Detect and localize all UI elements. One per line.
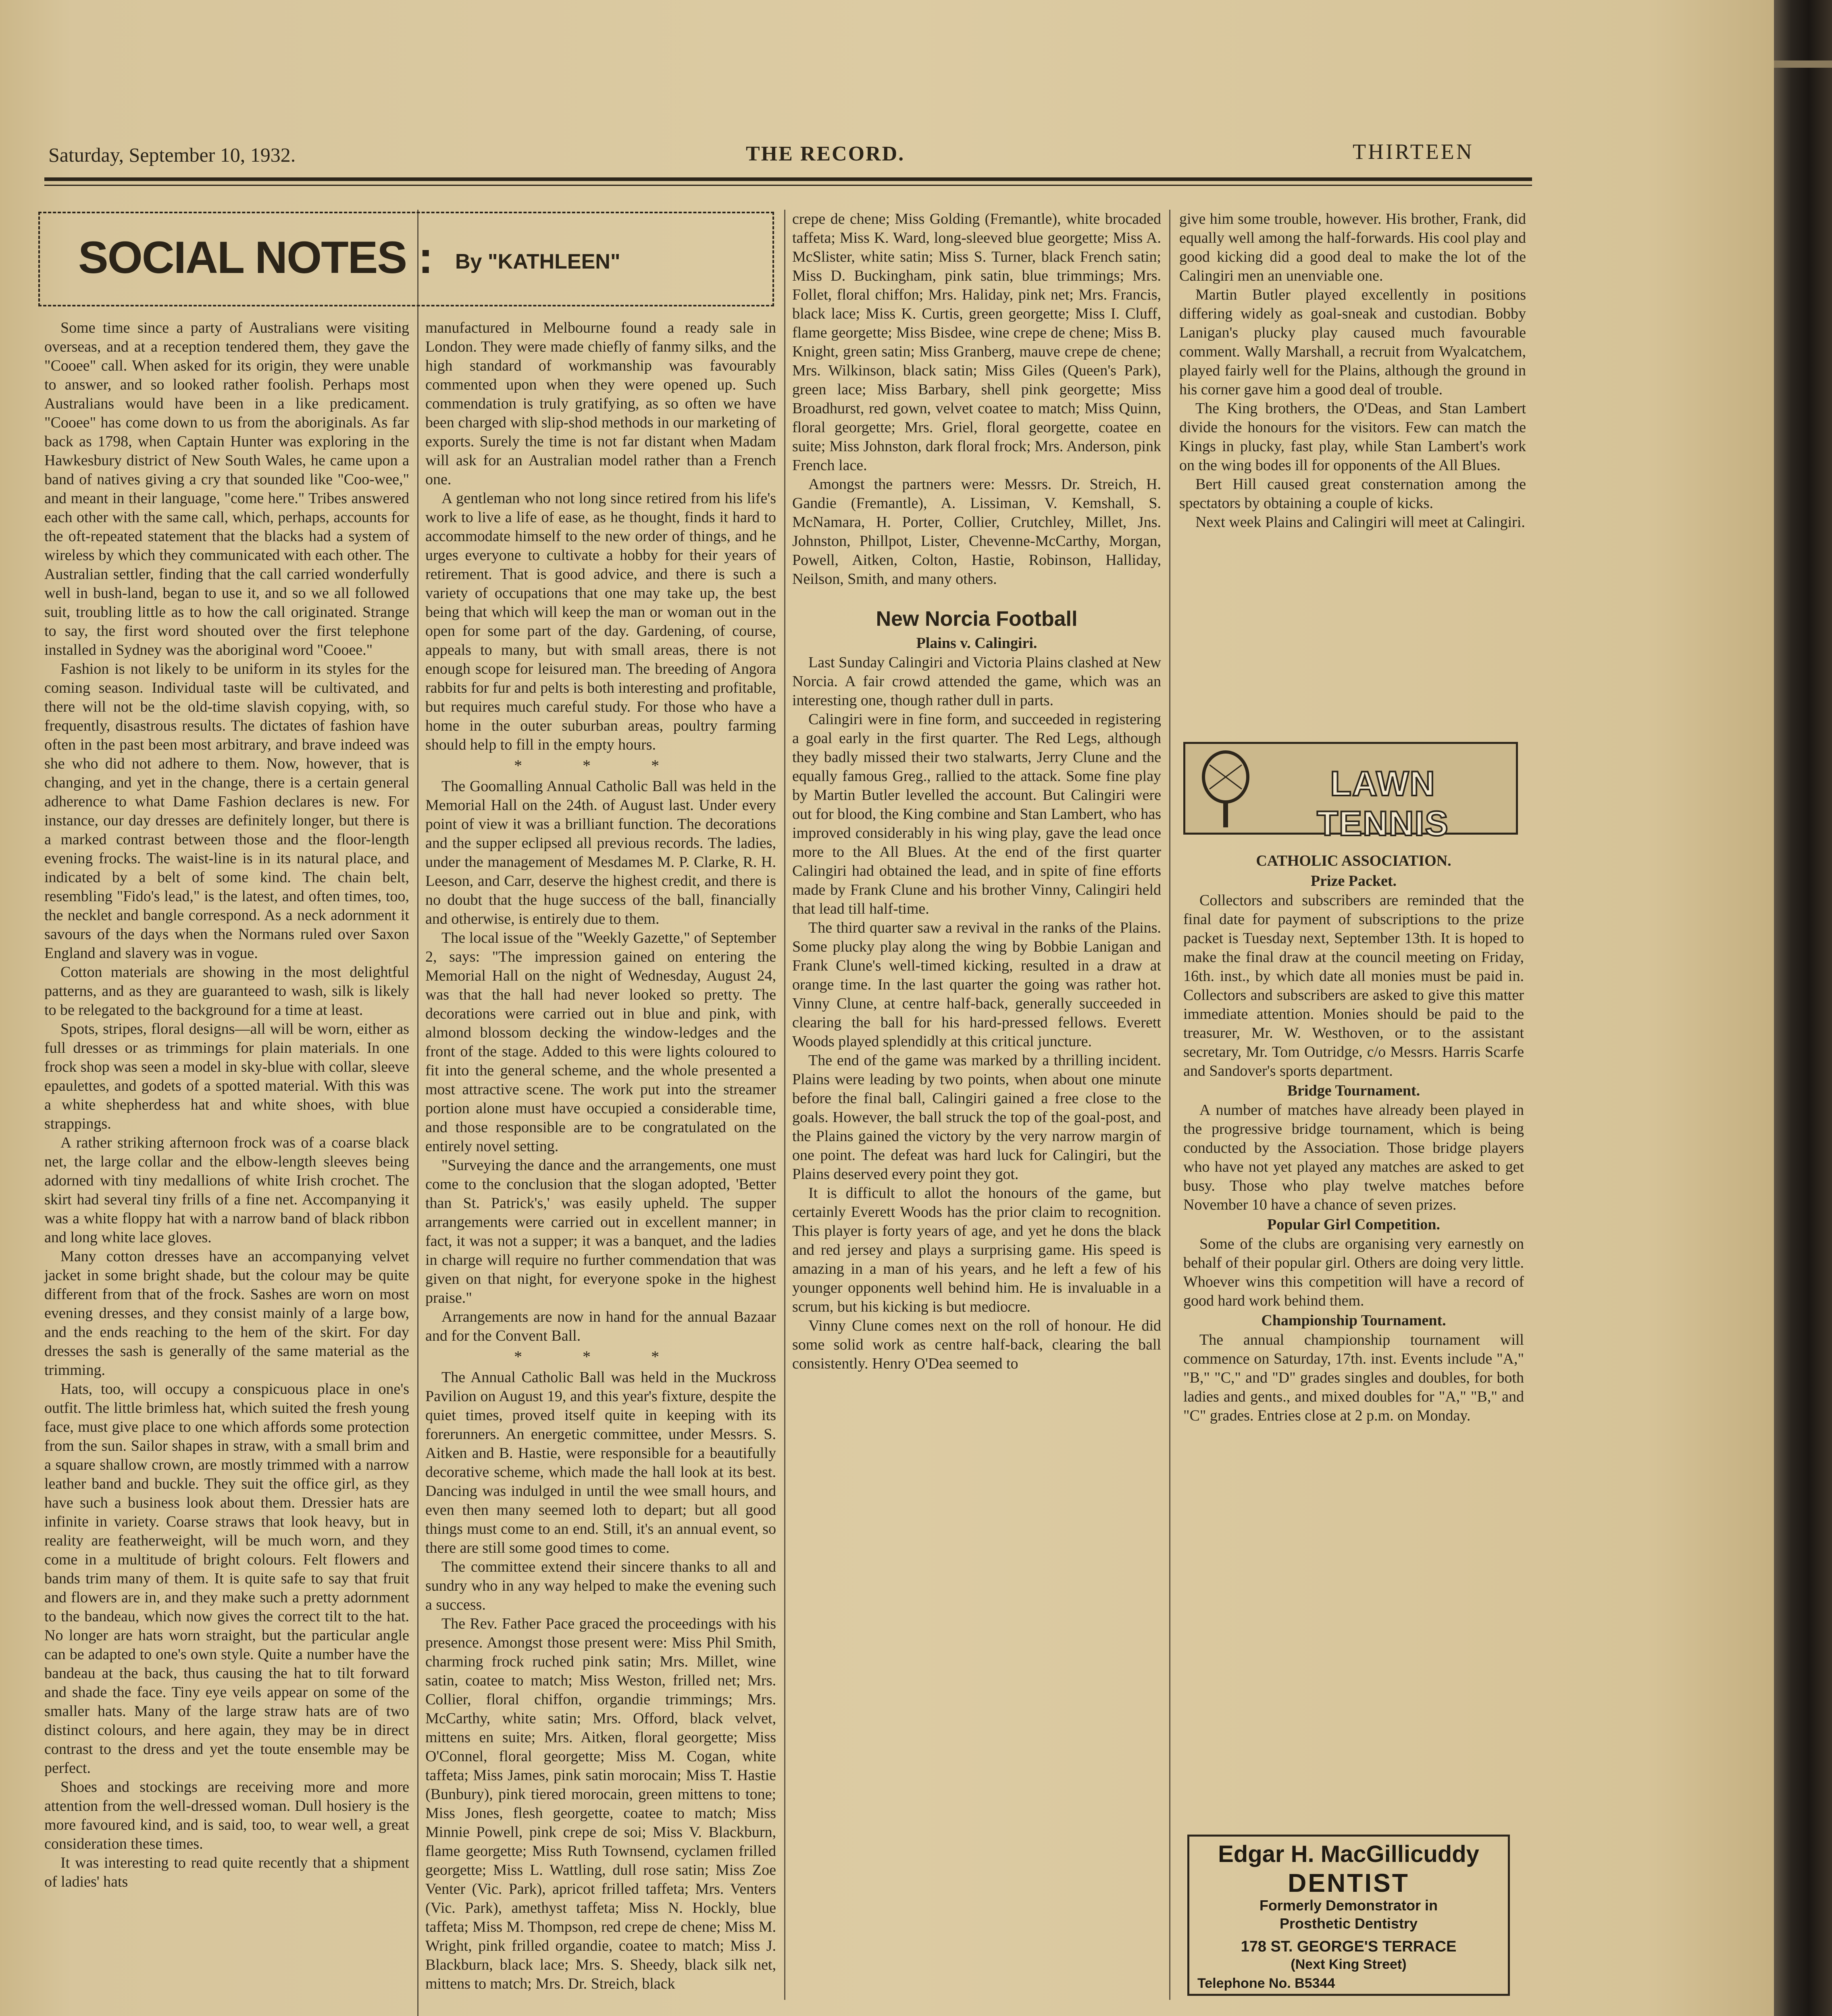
football-para: Martin Butler played excellently in positions differing widely as goal-sneak and custodian. Bobby Lanigan's plucky play caused much favourable comment. Wally Marshall, a recruit from Wyalcatchem, played fairly well for the Plains, although the ground in his corner gave him a good deal of trouble. [1179, 286, 1526, 398]
football-para: Last Sunday Calingiri and Victoria Plains clashed at New Norcia. A fair crowd attended the game, which was an interesting one, though rather dull in parts. [792, 654, 1161, 709]
tennis-subheading: Prize Packet. [1310, 873, 1397, 889]
social-para: "Surveying the dance and the arrangements, one must come to the conclusion that the slogan adopted, 'Better than St. Patrick's,' was easily upheld. The supper arrangements were carried out in excellent manner; in fact, it was not a supper; it was a banquet, and the ladies in charge will require no further commendation that was given on that night, for everyone spoke in the highest praise." [425, 1157, 776, 1306]
social-para: Arrangements are now in hand for the annual Bazaar and for the Convent Ball. [425, 1308, 776, 1344]
section-separator-stars: * * * [514, 1347, 687, 1366]
tennis-subheading: Championship Tournament. [1261, 1312, 1446, 1329]
social-para: Spots, stripes, floral designs—all will be worn, either as full dresses or as trimmings for plain materials. In one frock shop was seen a model in sky-blue with collar, sleeve epaulettes, and godets of a spotted material. With this was a white shepherdess hat and white shoes, with blue strappings. [44, 1020, 409, 1132]
social-notes-byline: By "KATHLEEN" [455, 250, 620, 273]
social-para: The Rev. Father Pace graced the proceedings with his presence. Amongst those present were: Miss Phil Smith, charming frock ruched pink satin; Mrs. Millet, wine satin, coatee to match; Miss Weston, frilled net; Mrs. Collier, floral chiffon, organdie trimmings; Mrs. McCarthy, white satin; Mrs. Offord, black velvet, mittens en suite; Mrs. Aitken, floral georgette; Miss O'Connel, floral georgette; Miss M. Cogan, white taffeta; Miss James, pink satin morocain; Miss T. Hastie (Bunbury), pink tiered morocain, green mittens to tone; Miss Jones, flesh georgette, coatee to match; Miss Minnie Powell, pink crepe de soi; Miss V. Blackburn, flame georgette; Miss Ruth Townsend, cyclamen frilled georgette; Miss L. Wattling, dull rose satin; Miss Zoe Venter (Vic. Park), apricot frilled taffeta; Mrs. Venters (Vic. Park), amethyst taffeta; Miss N. Hockly, blue taffeta; Miss M. Thompson, red crepe de chene; Miss M. Wright, pink frilled organdie, coatee to match; Miss J. Blackburn, black lace; Mrs. S. Sheedy, black silk net, mittens to match; Mrs. Dr. Streich, black [425, 1615, 776, 1992]
dentist-title: DENTIST [1288, 1868, 1409, 1897]
column-rule-3 [1169, 210, 1170, 2000]
column-rule-1 [417, 210, 418, 2016]
football-para: Calingiri were in fine form, and succeeded in registering a goal early in the first quarter. The Red Legs, although they badly missed their two stalwarts, Jerry Clune and the equally famous Greg., rallied to the attack. Some fine play by Martin Butler levelled the account. But Calingiri were out for blood, the King combine and Stan Lambert, who has improved considerably in his wing play, gave the lead once more to the All Blues. At the end of the first quarter Calingiri had obtained the lead, and in spite of fine efforts made by Frank Clune and his brother Vinny, Calingiri held that lead till half-time. [792, 711, 1161, 917]
football-para: give him some trouble, however. His brother, Frank, did equally well among the half-forwards. His cool play and good kicking did a good deal to make the lot of the Calingiri men an unenviable one. [1179, 210, 1526, 284]
dentist-line2: Prosthetic Dentistry [1279, 1915, 1418, 1932]
social-notes-column-1 [44, 319, 409, 1891]
dentist-phone: Telephone No. B5344 [1197, 1976, 1335, 1991]
social-notes-title-box [38, 212, 774, 306]
football-title: New Norcia Football [876, 607, 1078, 631]
social-para: Fashion is not likely to be uniform in its styles for the coming season. Individual taste will be cultivated, and there will not be the old-time slavish copying, with, so frequently, disastrous results. The dictates of fashion have often in the past been most arbitrary, and brave indeed was she who did not adhere to them. Now, however, that is changing, and yet in the change, there is a certain general adherence to what Dame Fashion declares is new. For instance, our day dresses are definitely longer, but there is a marked contrast between those and the floor-length evening frocks. The waist-line is in its natural place, and indicated by a belt of some kind. The chain belt, resembling "Fido's lead," is the latest, and often times, too, the necklet and bangle correspond. As a neck adornment it savours of the days when the Normans ruled over Saxon England and slavery was in vogue. [44, 660, 409, 962]
social-para: crepe de chene; Miss Golding (Fremantle), white brocaded taffeta; Miss K. Ward, long-sleeved blue georgette; Miss A. McSlister, white satin; Miss S. Turner, black French satin; Miss D. Buckingham, pink satin, blue trimmings; Mrs. Follet, floral chiffon; Mrs. Haliday, pink net; Mrs. Francis, black lace; Miss K. Curtis, green georgette; Miss I. Cluff, flame georgette; Miss Bisdee, wine crepe de chene; Miss B. Knight, green satin; Miss Granberg, mauve crepe de chene; Mrs. Wilkinson, black satin; Miss Giles (Queen's Park), green lace; Miss Barbary, shell pink georgette; Miss Broadhurst, red gown, velvet coatee to match; Miss Quinn, floral georgette; Mrs. Griel, floral georgette, coatee en suite; Miss Johnston, dark floral frock; Mrs. Anderson, pink French lace. [792, 210, 1161, 474]
social-para: The Goomalling Annual Catholic Ball was held in the Memorial Hall on the 24th. of August last. Under every point of view it was a brilliant function. The decorations and the supper eclipsed all previous records. The ladies, under the management of Mesdames M. P. Clarke, R. H. Leeson, and Carr, deserve the highest credit, and there is no doubt that the huge success of the ball, financially and otherwise, is entirely due to them. [425, 778, 776, 927]
football-para: Vinny Clune comes next on the roll of honour. He did some solid work as centre half-back, clearing the ball consistently. Henry O'Dea seemed to [792, 1317, 1161, 1372]
tennis-para: A number of matches have already been played in the progressive bridge tournament, which is being conducted by the Association. Those bridge players who have not yet played any matches are asked to get busy. Those who play twelve matches before November 10 have a chance of seven prizes. [1183, 1102, 1524, 1213]
football-para: Next week Plains and Calingiri will meet at Calingiri. [1195, 514, 1525, 531]
tennis-racket-icon [1193, 749, 1258, 829]
social-notes-title: SOCIAL NOTES : [78, 232, 433, 283]
social-para: Hats, too, will occupy a conspicuous place in one's outfit. The little brimless hat, which suited the fresh young face, must give place to one which affords some protection from the sun. Sailor shapes in straw, with a small brim and a square shallow crown, are mostly trimmed with a narrow leather band and buckle. They suit the office girl, as they have such a business look about them. Dressier hats are infinite in variety. Coarse straws that look heavy, but in reality are featherweight, will be much worn, and they come in a multitude of bright colours. Felt flowers and bands trim many of them. It is quite safe to say that fruit and flowers are in, and they make such a pretty adornment to the bandeau, which now gives the correct tilt to the hat. No longer are hats worn straight, but the particular angle can be adapted to one's own style. Quite a number have the bandeau at the back, thus causing the hat to tilt forward and shade the face. Tiny eye veils appear on some of the smaller hats. Many of the large straw hats are of two distinct colours, and here again, they may be in direct contrast to the dress and yet the toute ensemble may be perfect. [44, 1381, 409, 1776]
social-para: The local issue of the "Weekly Gazette," of September 2, says: "The impression gained on entering the Memorial Hall on the night of Wednesday, August 24, was that the hall had never looked so pretty. The decorations were carried out in blue and pink, with almond blossom decking the window-ledges and the front of the stage. Added to this were lights coloured to fit into the general scheme, and the whole presented a most attractive scene. The work put into the streamer portion alone must have occupied a considerable time, and those responsible are to be congratulated on the entirely novel setting. [425, 929, 776, 1155]
social-notes-column-2 [425, 319, 776, 1993]
social-para: manufactured in Melbourne found a ready sale in London. They were made chiefly of fanmy silks, and the high standard of workmanship was favourably commented upon when they were opened up. Such commendation is truly gratifying, as so often we have been charged with slip-shod methods in our marketing of exports. Surely the time is not far distant when Madam will ask for an Australian model rather than a French one. [425, 319, 776, 488]
header-rule-thin [44, 185, 1532, 186]
lawn-tennis-banner-text: LAWN TENNIS [1317, 764, 1449, 843]
social-para: The committee extend their sincere thanks to all and sundry who in any way helped to make the evening such a success. [425, 1558, 776, 1613]
football-subtitle: Plains v. Calingiri. [916, 635, 1037, 652]
tennis-para: Collectors and subscribers are reminded that the final date for payment of subscriptions to the prize packet is Tuesday next, September 13th. It is hoped to make the final draw at the council meeting on Friday, 16th. inst., by which date all monies must be paid in. Collectors and subscribers are asked to give this matter immediate attention. Monies should be paid to the treasurer, Mr. W. Westhoven, or to the assistant secretary, Mr. Tom Outridge, c/o Messrs. Harris Scarfe and Sandover's sports department. [1183, 892, 1524, 1079]
social-para: The Annual Catholic Ball was held in the Muckross Pavilion on August 19, and this year's fixture, despite the quiet times, proved itself quite in keeping with its forerunners. An energetic committee, under Messrs. S. Aitken and B. Hastie, were responsible for a beautifully decorative scheme, which made the hall look at its best. Dancing was indulged in until the wee small hours, and even then many seemed loth to depart; but all good things must come to an end. Still, it's an annual event, so there are still some good times to come. [425, 1369, 776, 1556]
football-column-4 [1179, 210, 1526, 532]
football-para: The end of the game was marked by a thrilling incident. Plains were leading by two points, when about one minute before the final ball, Calingiri gained a free close to the goals. However, the ball struck the top of the goal-post, and the Plains gained the victory by the very narrow margin of one point. The defeat was hard luck for Calingiri, but the Plains deserved every point they got. [792, 1052, 1161, 1183]
social-notes-column-3 [792, 210, 1161, 1373]
dentist-advertisement [1187, 1835, 1510, 1996]
header-rule [44, 177, 1532, 181]
tennis-para: The annual championship tournament will commence on Saturday, 17th. inst. Events include "A," "B," "C," and "D" grades singles and doubles, for both ladies and gents., and mixed doubles for "A," "B," and "C" grades. Entries close at 2 p.m. on Monday. [1183, 1331, 1524, 1424]
book-binding [1774, 0, 1832, 2016]
social-para: Shoes and stockings are receiving more and more attention from the well-dressed woman. Dull hosiery is the more favoured kind, and is said, too, to wear well, a great consideration these times. [44, 1779, 409, 1852]
social-para: A rather striking afternoon frock was of a coarse black net, the large collar and the elbow-length sleeves being adorned with tiny medallions of white Irish crochet. The skirt had several tiny frills of a fine net. Accompanying it was a white floppy hat with a narrow band of black ribbon and long white lace gloves. [44, 1134, 409, 1246]
football-para: It is difficult to allot the honours of the game, but certainly Everett Woods has the prior claim to recognition. This player is forty years of age, and yet he dons the black and red jersey and plays a surprising game. His speed is amazing in a man of his years, and he left a few of his younger opponents well behind him. He is invaluable in a scrum, but his kicking is but mediocre. [792, 1185, 1161, 1315]
social-para: A gentleman who not long since retired from his life's work to live a life of ease, as he thought, finds it hard to accommodate himself to the new order of things, and he urges everyone to cultivate a hobby for their years of retirement. That is good advice, and there is such a variety of occupations that one may take up, the best being that which will keep the man or woman out in the open for some part of the day. Gardening, of course, appeals to many, but with small areas, there is not enough scope for leisured man. The breeding of Angora rabbits for fur and pelts is both interesting and profitable, but requires much careful study. For those who have a home in the outer suburban areas, poultry farming should help to fill in the empty hours. [425, 490, 776, 753]
tennis-subheading: Popular Girl Competition. [1267, 1216, 1440, 1233]
dentist-note: (Next King Street) [1291, 1957, 1407, 1972]
lawn-tennis-banner [1183, 742, 1518, 843]
tennis-notes [1183, 851, 1524, 1425]
header-date: Saturday, September 10, 1932. [48, 144, 296, 166]
tennis-para: Some of the clubs are organising very earnestly on behalf of their popular girl. Others are doing very little. Whoever wins this competition will have a record of good hard work behind them. [1183, 1235, 1524, 1309]
section-separator-stars: * * * [514, 756, 687, 775]
dentist-line1: Formerly Demonstrator in [1259, 1897, 1438, 1914]
football-para: Bert Hill caused great consternation among the spectators by obtaining a couple of kicks. [1179, 476, 1526, 512]
football-para: The King brothers, the O'Deas, and Stan Lambert divide the honours for the visitors. Few can match the Kings in plucky, fast play, while Stan Lambert's work on the wing bodes ill for opponents of the All Blues. [1179, 400, 1526, 474]
social-para: Some time since a party of Australians were visiting overseas, and at a reception tendered them, they gave the "Cooee" call. When asked for its origin, they were unable to answer, and so looked rather foolish. Perhaps most Australians would have been in a like predicament. "Cooee" has come down to us from the aboriginals. As far back as 1798, when Captain Hunter was exploring in the Hawkesbury district of New South Wales, he came upon a band of natives giving a cry that sounded like "Coo-wee," and meant in their language, "come here." Tribes answered each other with the same call, which, perhaps, accounts for the oft-repeated statement that the blacks had a system of wireless by which they communicated with each other. The Australian settler, finding that the call carried wonderfully well in bush-land, began to use it, and so we all followed suit, troubling little as to how the call originated. Strange to say, the first word shouted over the first telephone installed in Sydney was the aboriginal word "Cooee." [44, 319, 409, 658]
social-para: Cotton materials are showing in the most delightful patterns, and as they are guaranteed to wash, silk is likely to be relegated to the background for a time at least. [44, 964, 409, 1018]
dentist-address: 178 ST. GEORGE'S TERRACE [1241, 1938, 1457, 1955]
header-page-number: THIRTEEN [1353, 140, 1474, 164]
dentist-name: Edgar H. MacGillicuddy [1218, 1841, 1479, 1867]
tennis-heading: CATHOLIC ASSOCIATION. [1256, 852, 1451, 869]
social-para: Amongst the partners were: Messrs. Dr. Streich, H. Gandie (Fremantle), A. Lissiman, V. Kemshall, S. McNamara, H. Porter, Collier, Crutchley, Millet, Jns. Johnston, Phillpot, Lister, Chevenne-McCarthy, Morgan, Powell, Aitken, Colton, Hastie, Robinson, Halliday, Neilson, Smith, and many others. [792, 476, 1161, 587]
social-para: Many cotton dresses have an accompanying velvet jacket in some bright shade, but the colour may be quite different from that of the frock. Sashes are worn on most evening dresses, and they consist mainly of a large bow, and the ends reaching to the hem of the skirt. For day dresses the sash is generally of the same material as the trimming. [44, 1248, 409, 1379]
football-para: The third quarter saw a revival in the ranks of the Plains. Some plucky play along the wing by Bobbie Lanigan and Frank Clune's well-timed kicking, resulted in a draw at orange time. In the last quarter the going was rather hot. Vinny Clune, at centre half-back, generally succeeded in clearing the ball for his hard-pressed fellows. Everett Woods played splendidly at this critical juncture. [792, 919, 1161, 1050]
column-rule-2 [784, 210, 785, 2000]
social-para: It was interesting to read quite recently that a shipment of ladies' hats [44, 1854, 409, 1890]
header-paper-name: THE RECORD. [746, 142, 905, 165]
tennis-subheading: Bridge Tournament. [1287, 1082, 1420, 1099]
